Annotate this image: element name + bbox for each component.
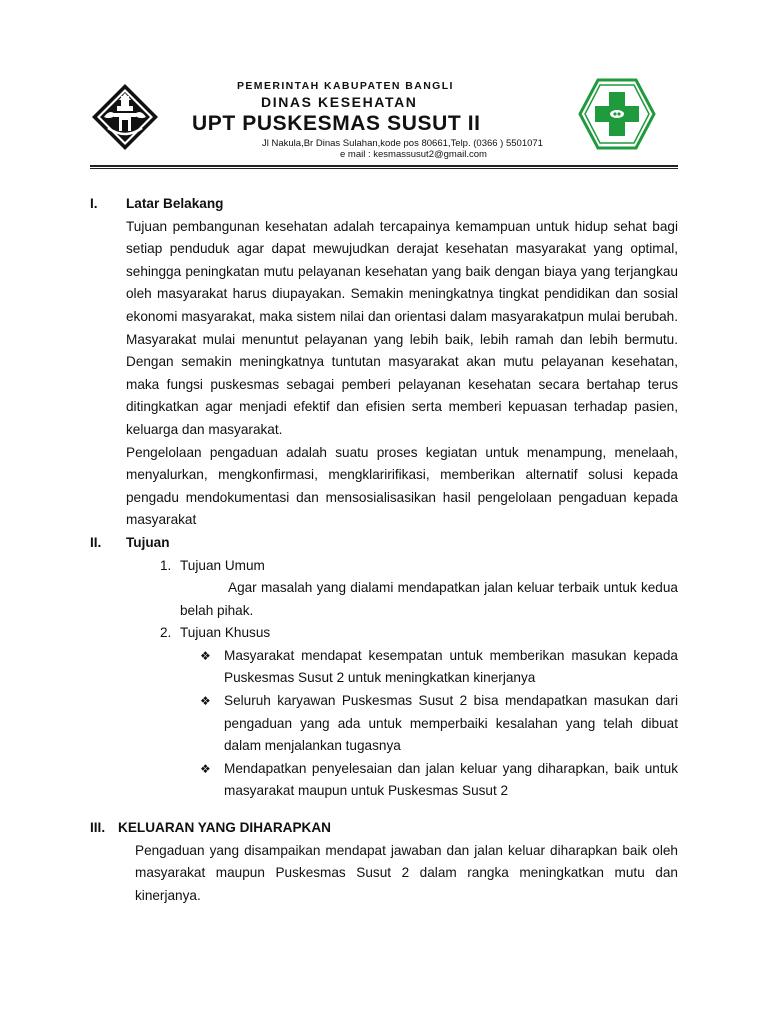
list-item <box>200 758 678 803</box>
list-item-text: Mendapatkan penyelesaian dan jalan keluar yang diharapkan, baik untuk masyarakat maupun untuk Puskesmas Susut 2 <box>224 760 678 799</box>
paragraph: Pengaduan yang disampaikan mendapat jawaban dan jalan keluar diharapkan baik oleh masyarakat maupun Puskesmas Susut 2 dalam rangka meningkatkan mutu dan kinerjanya. <box>135 842 678 903</box>
spacer <box>90 803 678 817</box>
section-heading <box>90 193 678 216</box>
list-item-text: Seluruh karyawan Puskesmas Susut 2 bisa mendapatkan masukan dari pengaduan yang ada untuk memperbaiki kesalahan yang telah dibuat dalam menjalankan tugasnya <box>224 693 678 754</box>
institution-name: UPT PUSKESMAS SUSUT II <box>192 112 481 135</box>
header-rule-thick <box>90 165 678 167</box>
bangli-emblem-icon <box>90 82 160 152</box>
list-item <box>200 690 678 758</box>
section-number: II. <box>90 534 102 550</box>
diamond-bullet-icon: ❖ <box>200 761 211 776</box>
subsection-number: 2. <box>160 625 172 641</box>
list-item <box>200 645 678 690</box>
subsection-title: Tujuan Umum <box>180 557 265 573</box>
subsection-number: 1. <box>160 557 172 573</box>
document-body <box>90 193 678 907</box>
diamond-bullet-icon: ❖ <box>200 648 211 663</box>
diamond-bullet-icon: ❖ <box>200 694 211 709</box>
section-title: Tujuan <box>126 534 170 550</box>
paragraph: Agar masalah yang dialami mendapatkan jalan keluar terbaik untuk kedua belah pihak. <box>180 580 678 618</box>
puskesmas-logo-icon <box>578 78 656 150</box>
header-rule-thin <box>90 168 678 169</box>
subsection-title: Tujuan Khusus <box>180 625 271 641</box>
gov-name: PEMERINTAH KABUPATEN BANGLI <box>237 80 454 92</box>
section-title: KELUARAN YANG DIHARAPKAN <box>118 820 331 836</box>
section-title: Latar Belakang <box>126 196 224 211</box>
subsection-heading <box>160 622 678 645</box>
paragraph: Tujuan pembangunan kesehatan adalah tercapainya kemampuan untuk hidup sehat bagi setiap penduduk agar dapat mewujudkan derajat kesehatan masyarakat yang optimal, sehingga peningkatan mutu pelayanan kesehatan yang baik dengan biaya yang terjangkau oleh masyarakat harus diupayakan. Semakin meningkatnya tingkat pendidikan dan sosial ekonomi masyarakat, maka sistem nilai dan orientasi dalam masyarakatpun mulai berubah. Masyarakat mulai menuntut pelayanan yang lebih baik, lebih ramah dan lebih bermutu. Dengan semakin meningkatnya tuntutan masyarakat akan mutu pelayanan kesehatan, maka fungsi puskesmas sebagai pemberi pelayanan kesehatan secara bertahap terus ditingkatkan agar menjadi efektif dan efisien serta memberi kepuasan terhadap pasien, keluarga dan masyarakat. <box>126 218 678 437</box>
section-number: I. <box>90 196 98 211</box>
address-line: Jl Nakula,Br Dinas Sulahan,kode pos 80661,Telp. (0366 ) 5501071 <box>262 138 543 149</box>
department-name: DINAS KESEHATAN <box>261 94 418 110</box>
section-number: III. <box>90 820 106 836</box>
paragraph: Pengelolaan pengaduan adalah suatu proses kegiatan untuk menampung, menelaah, menyalurkan, mengkonfirmasi, mengklaririfikasi, memberikan alternatif solusi kepada pengadu mendokumentasi dan mensosialisasikan hasil pengelolaan pengaduan kepada masyarakat <box>126 444 678 528</box>
subsection-heading <box>160 555 678 578</box>
section-heading <box>90 532 678 555</box>
section-heading <box>90 817 678 840</box>
email-line: e mail : kesmassusut2@gmail.com <box>340 149 487 160</box>
list-item-text: Masyarakat mendapat kesempatan untuk memberikan masukan kepada Puskesmas Susut 2 untuk meningkatkan kinerjanya <box>224 647 678 686</box>
